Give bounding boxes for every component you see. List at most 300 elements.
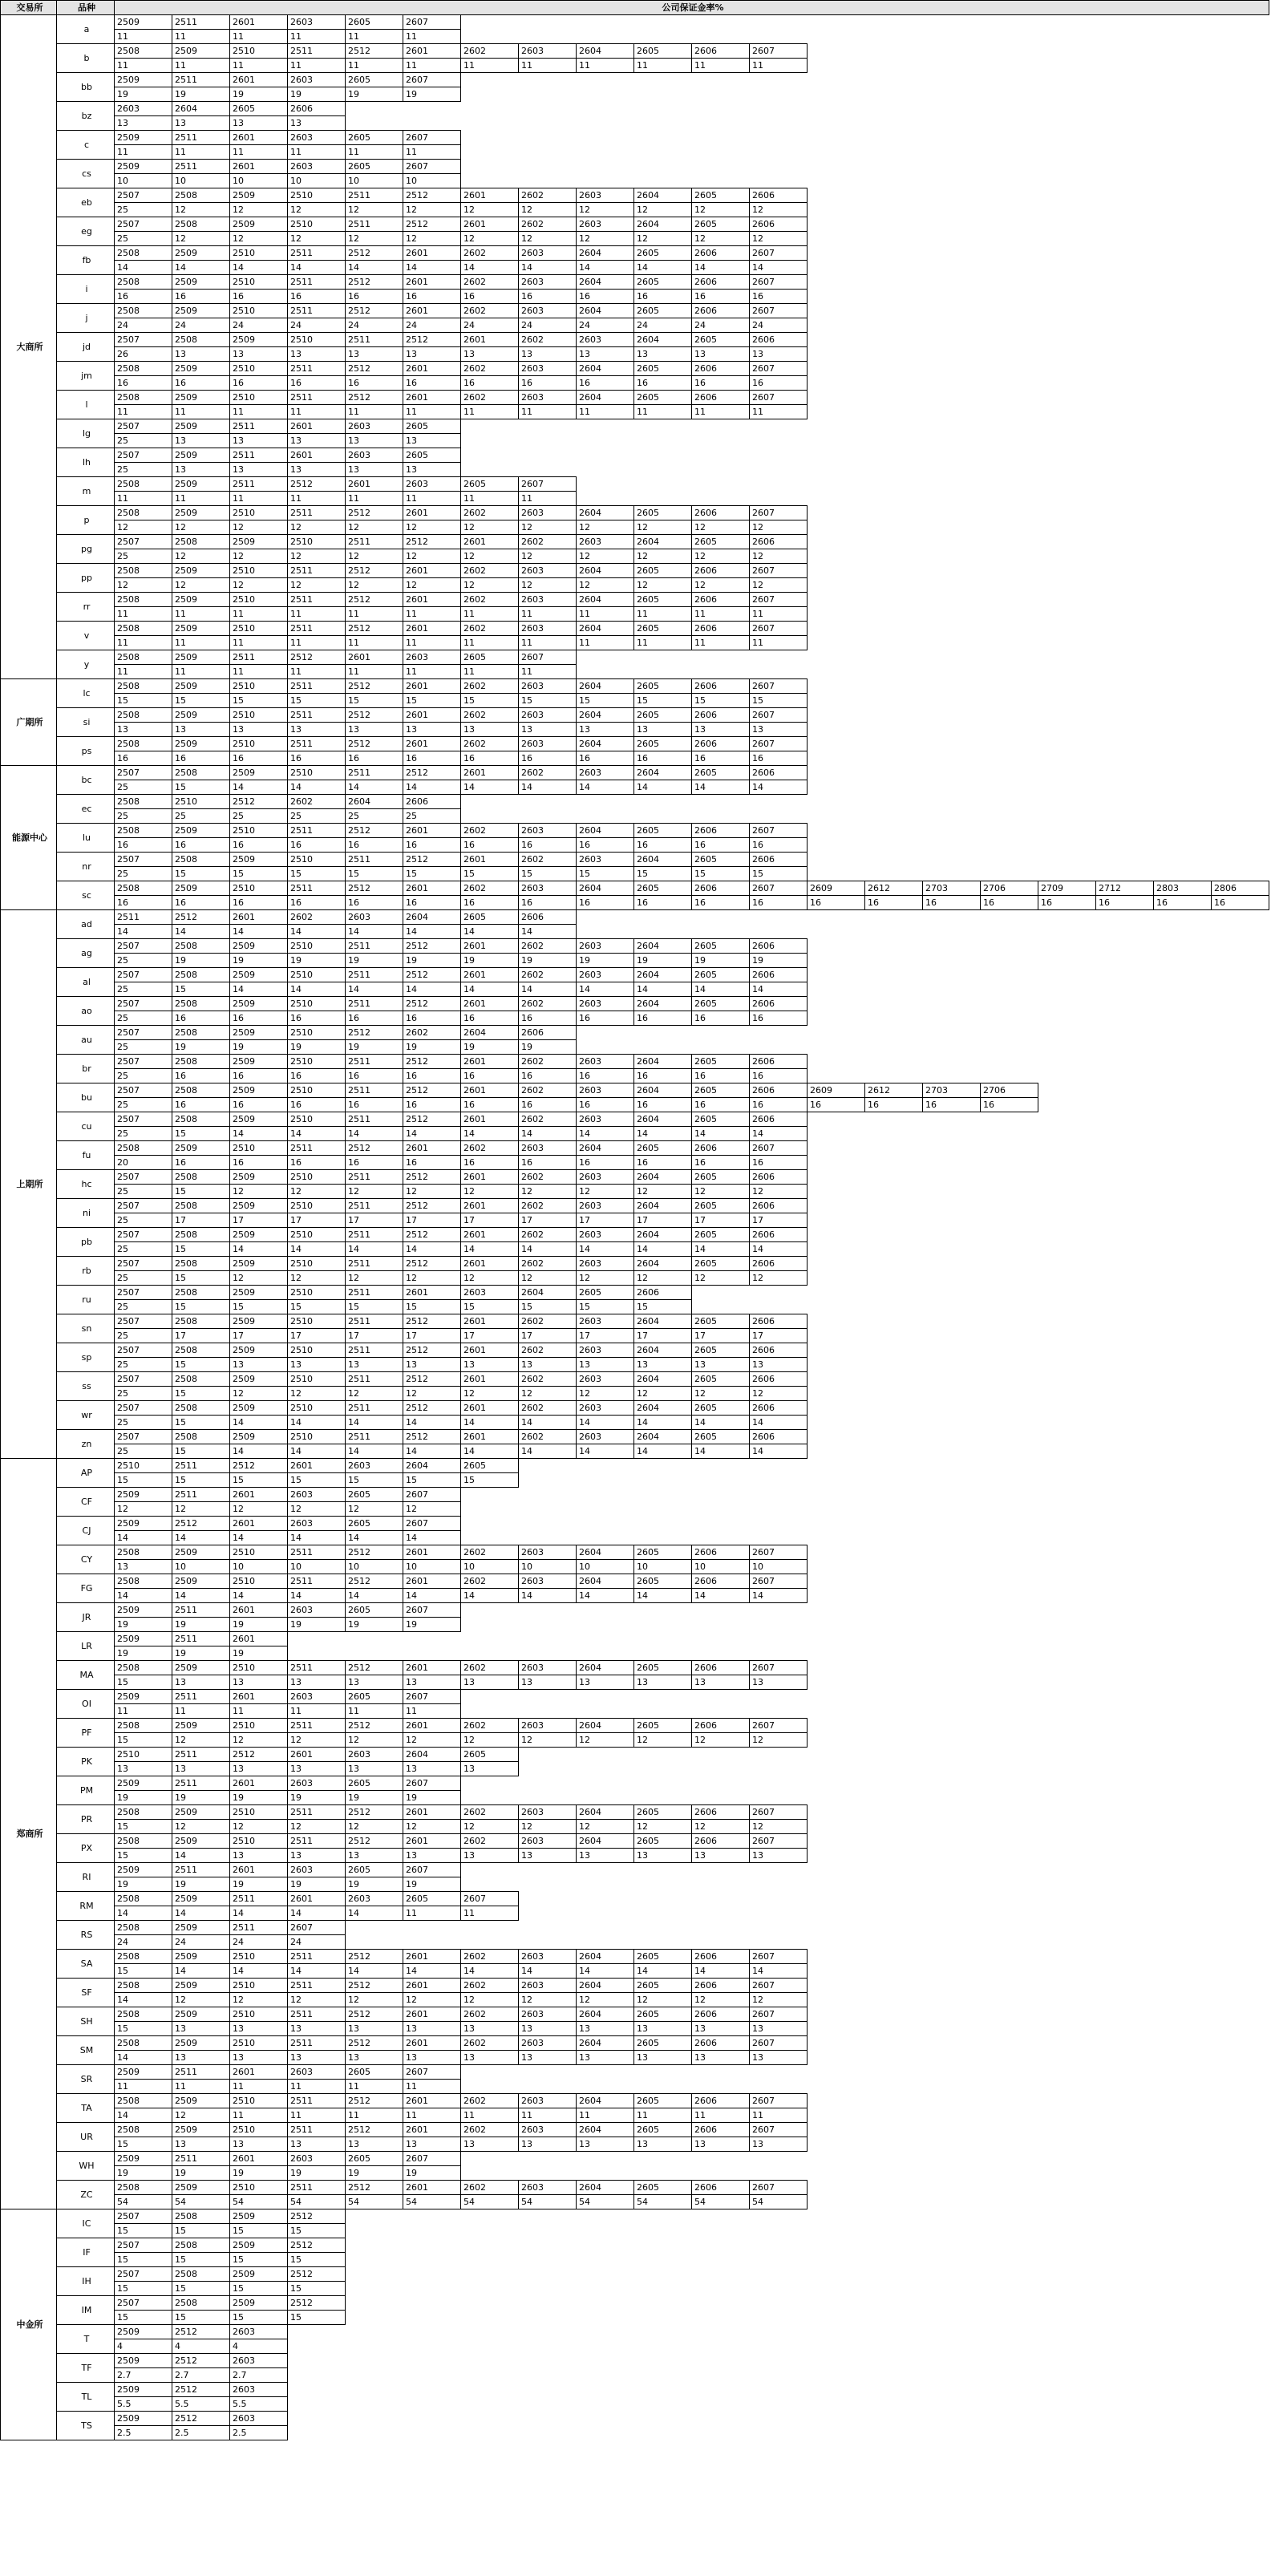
empty-cell bbox=[1096, 333, 1154, 347]
empty-cell bbox=[692, 1791, 750, 1805]
margin-rate-cell: 11 bbox=[288, 636, 346, 650]
contract-month-cell: 2605 bbox=[634, 622, 692, 636]
margin-rate-cell: 14 bbox=[115, 2108, 172, 2123]
empty-cell bbox=[1154, 1849, 1212, 1863]
contract-month-cell: 2509 bbox=[230, 968, 288, 982]
empty-cell bbox=[1212, 44, 1269, 59]
empty-cell bbox=[750, 131, 808, 145]
empty-cell bbox=[865, 737, 923, 751]
empty-cell bbox=[865, 1416, 923, 1430]
empty-cell bbox=[1038, 1228, 1096, 1242]
empty-cell bbox=[923, 405, 981, 419]
contract-month-cell: 2602 bbox=[519, 853, 577, 867]
empty-cell bbox=[981, 2368, 1038, 2383]
margin-rate-cell: 12 bbox=[750, 203, 808, 217]
empty-cell bbox=[1212, 1618, 1269, 1632]
margin-rate-cell: 15 bbox=[115, 2022, 172, 2036]
contract-month-row bbox=[1, 102, 1269, 116]
margin-rate-cell: 16 bbox=[230, 751, 288, 766]
variety-code: PF bbox=[57, 1719, 115, 1748]
empty-cell bbox=[1038, 1098, 1096, 1112]
margin-rate-cell: 12 bbox=[750, 232, 808, 246]
empty-cell bbox=[634, 1776, 692, 1791]
margin-rate-cell: 24 bbox=[115, 1935, 172, 1950]
empty-cell bbox=[1038, 809, 1096, 824]
contract-month-cell: 2512 bbox=[346, 1545, 403, 1560]
empty-cell bbox=[865, 188, 923, 203]
variety-code: IM bbox=[57, 2296, 115, 2325]
empty-cell bbox=[923, 1430, 981, 1444]
empty-cell bbox=[981, 1026, 1038, 1040]
empty-cell bbox=[461, 448, 519, 463]
contract-month-cell: 2510 bbox=[288, 1055, 346, 1069]
contract-month-cell: 2512 bbox=[346, 1834, 403, 1849]
empty-cell bbox=[519, 131, 577, 145]
empty-cell bbox=[1154, 1011, 1212, 1026]
contract-month-cell: 2510 bbox=[115, 1748, 172, 1762]
contract-month-cell: 2511 bbox=[288, 246, 346, 261]
empty-cell bbox=[865, 73, 923, 87]
empty-cell bbox=[1096, 997, 1154, 1011]
contract-month-cell: 2606 bbox=[692, 824, 750, 838]
contract-month-cell: 2510 bbox=[288, 1228, 346, 1242]
empty-cell bbox=[519, 1690, 577, 1704]
empty-cell bbox=[519, 419, 577, 434]
empty-cell bbox=[981, 30, 1038, 44]
empty-cell bbox=[865, 174, 923, 188]
contract-month-cell: 2603 bbox=[288, 1776, 346, 1791]
margin-rate-cell: 13 bbox=[577, 723, 634, 737]
empty-cell bbox=[1038, 2195, 1096, 2209]
variety-code: fu bbox=[57, 1141, 115, 1170]
empty-cell bbox=[981, 1459, 1038, 1473]
margin-rate-cell: 12 bbox=[577, 1733, 634, 1748]
contract-month-cell: 2509 bbox=[172, 708, 230, 723]
empty-cell bbox=[461, 2253, 519, 2267]
margin-rate-cell: 19 bbox=[288, 954, 346, 968]
empty-cell bbox=[1154, 1560, 1212, 1574]
margin-rate-cell: 16 bbox=[1154, 896, 1212, 910]
contract-month-cell: 2511 bbox=[288, 1979, 346, 1993]
empty-cell bbox=[981, 795, 1038, 809]
margin-rate-cell: 11 bbox=[750, 636, 808, 650]
empty-cell bbox=[1096, 1603, 1154, 1618]
empty-cell bbox=[1212, 15, 1269, 30]
empty-cell bbox=[1212, 2209, 1269, 2224]
variety-code: ni bbox=[57, 1199, 115, 1228]
margin-rate-cell: 13 bbox=[403, 1358, 461, 1372]
empty-cell bbox=[865, 1459, 923, 1473]
contract-month-cell: 2601 bbox=[403, 304, 461, 318]
empty-cell bbox=[1038, 925, 1096, 939]
empty-cell bbox=[981, 954, 1038, 968]
margin-rate-cell: 13 bbox=[230, 1358, 288, 1372]
margin-rate-cell: 25 bbox=[115, 780, 172, 795]
contract-month-cell: 2605 bbox=[692, 188, 750, 203]
empty-cell bbox=[981, 1719, 1038, 1733]
empty-cell bbox=[923, 564, 981, 578]
empty-cell bbox=[808, 1877, 865, 1892]
margin-rate-cell: 11 bbox=[461, 405, 519, 419]
contract-month-cell: 2601 bbox=[403, 1545, 461, 1560]
empty-cell bbox=[1038, 1834, 1096, 1849]
empty-cell bbox=[808, 1545, 865, 1560]
empty-cell bbox=[808, 1603, 865, 1618]
empty-cell bbox=[634, 1502, 692, 1517]
empty-cell bbox=[1096, 1127, 1154, 1141]
empty-cell bbox=[1096, 506, 1154, 520]
contract-month-cell: 2605 bbox=[692, 1055, 750, 1069]
margin-rate-cell: 13 bbox=[288, 1358, 346, 1372]
margin-rate-cell: 14 bbox=[750, 1964, 808, 1979]
contract-month-cell: 2602 bbox=[461, 304, 519, 318]
contract-month-cell: 2508 bbox=[115, 1950, 172, 1964]
empty-cell bbox=[1212, 448, 1269, 463]
contract-month-cell: 2604 bbox=[634, 1083, 692, 1098]
empty-cell bbox=[1096, 1863, 1154, 1877]
empty-cell bbox=[1038, 593, 1096, 607]
empty-cell bbox=[519, 2224, 577, 2238]
empty-cell bbox=[865, 506, 923, 520]
margin-rate-cell: 54 bbox=[172, 2195, 230, 2209]
empty-cell bbox=[692, 73, 750, 87]
margin-rate-row bbox=[1, 376, 1269, 391]
empty-cell bbox=[981, 1574, 1038, 1589]
empty-cell bbox=[634, 2368, 692, 2383]
empty-cell bbox=[288, 2426, 346, 2440]
margin-rate-cell: 14 bbox=[288, 1531, 346, 1545]
empty-cell bbox=[1096, 679, 1154, 694]
contract-month-cell: 2605 bbox=[634, 881, 692, 896]
margin-rate-cell: 11 bbox=[461, 2108, 519, 2123]
contract-month-cell: 2603 bbox=[577, 1430, 634, 1444]
empty-cell bbox=[865, 1401, 923, 1416]
contract-month-cell: 2601 bbox=[461, 997, 519, 1011]
margin-rate-cell: 12 bbox=[288, 520, 346, 535]
margin-rate-cell: 13 bbox=[346, 2022, 403, 2036]
empty-cell bbox=[981, 102, 1038, 116]
contract-month-cell: 2605 bbox=[634, 1661, 692, 1675]
empty-cell bbox=[1154, 1502, 1212, 1517]
empty-cell bbox=[1038, 1459, 1096, 1473]
empty-cell bbox=[981, 419, 1038, 434]
margin-rate-cell: 15 bbox=[461, 694, 519, 708]
empty-cell bbox=[1154, 1704, 1212, 1719]
margin-rate-cell: 16 bbox=[346, 1156, 403, 1170]
empty-cell bbox=[808, 492, 865, 506]
margin-rate-cell: 12 bbox=[346, 232, 403, 246]
contract-month-cell: 2508 bbox=[115, 2007, 172, 2022]
empty-cell bbox=[808, 1444, 865, 1459]
contract-month-cell: 2512 bbox=[288, 477, 346, 492]
contract-month-cell: 2605 bbox=[634, 246, 692, 261]
empty-cell bbox=[1096, 15, 1154, 30]
empty-cell bbox=[1154, 1170, 1212, 1185]
margin-rate-cell: 24 bbox=[172, 318, 230, 333]
empty-cell bbox=[1038, 954, 1096, 968]
empty-cell bbox=[1154, 434, 1212, 448]
empty-cell bbox=[865, 1762, 923, 1776]
contract-month-cell: 2601 bbox=[403, 622, 461, 636]
empty-cell bbox=[1212, 1286, 1269, 1300]
empty-cell bbox=[692, 174, 750, 188]
empty-cell bbox=[1154, 1719, 1212, 1733]
empty-cell bbox=[1038, 1257, 1096, 1271]
empty-cell bbox=[1038, 246, 1096, 261]
empty-cell bbox=[1038, 578, 1096, 593]
empty-cell bbox=[865, 520, 923, 535]
empty-cell bbox=[577, 419, 634, 434]
margin-rate-cell: 12 bbox=[461, 232, 519, 246]
empty-cell bbox=[865, 622, 923, 636]
contract-month-cell: 2601 bbox=[403, 362, 461, 376]
empty-cell bbox=[519, 30, 577, 44]
contract-month-cell: 2605 bbox=[403, 419, 461, 434]
contract-month-cell: 2603 bbox=[577, 1055, 634, 1069]
contract-month-row bbox=[1, 1055, 1269, 1069]
empty-cell bbox=[981, 1935, 1038, 1950]
contract-month-cell: 2604 bbox=[577, 2007, 634, 2022]
margin-rate-row bbox=[1, 2339, 1269, 2354]
empty-cell bbox=[288, 1632, 346, 1646]
empty-cell bbox=[1038, 1199, 1096, 1213]
empty-cell bbox=[981, 1358, 1038, 1372]
empty-cell bbox=[808, 2253, 865, 2267]
empty-cell bbox=[1212, 2094, 1269, 2108]
contract-month-cell: 2606 bbox=[692, 593, 750, 607]
empty-cell bbox=[1212, 1083, 1269, 1098]
contract-month-cell: 2601 bbox=[403, 1834, 461, 1849]
empty-cell bbox=[1212, 290, 1269, 304]
empty-cell bbox=[577, 2065, 634, 2080]
contract-month-cell: 2507 bbox=[115, 1199, 172, 1213]
empty-cell bbox=[1212, 809, 1269, 824]
margin-rate-cell: 13 bbox=[461, 723, 519, 737]
margin-rate-cell: 14 bbox=[692, 1416, 750, 1430]
margin-rate-cell: 12 bbox=[230, 1993, 288, 2007]
empty-cell bbox=[1038, 419, 1096, 434]
empty-cell bbox=[1038, 968, 1096, 982]
empty-cell bbox=[808, 867, 865, 881]
contract-month-row bbox=[1, 650, 1269, 665]
empty-cell bbox=[808, 405, 865, 419]
margin-rate-cell: 2.7 bbox=[115, 2368, 172, 2383]
margin-rate-cell: 2.7 bbox=[172, 2368, 230, 2383]
empty-cell bbox=[865, 1675, 923, 1690]
contract-month-cell: 2601 bbox=[288, 1748, 346, 1762]
margin-rate-cell: 25 bbox=[115, 867, 172, 881]
contract-month-cell: 2508 bbox=[115, 679, 172, 694]
contract-month-cell: 2602 bbox=[461, 2036, 519, 2051]
contract-month-cell: 2510 bbox=[288, 1372, 346, 1387]
empty-cell bbox=[634, 1531, 692, 1545]
empty-cell bbox=[1212, 1343, 1269, 1358]
margin-rate-cell: 11 bbox=[288, 607, 346, 622]
contract-month-cell: 2511 bbox=[288, 391, 346, 405]
empty-cell bbox=[865, 477, 923, 492]
variety-code: SM bbox=[57, 2036, 115, 2065]
contract-month-cell: 2507 bbox=[115, 2209, 172, 2224]
margin-rate-cell: 13 bbox=[403, 2137, 461, 2152]
margin-rate-cell: 11 bbox=[346, 2080, 403, 2094]
empty-cell bbox=[923, 1589, 981, 1603]
empty-cell bbox=[1154, 1343, 1212, 1358]
empty-cell bbox=[981, 1300, 1038, 1314]
margin-rate-cell: 12 bbox=[461, 1993, 519, 2007]
empty-cell bbox=[634, 2383, 692, 2397]
empty-cell bbox=[403, 2224, 461, 2238]
empty-cell bbox=[1096, 290, 1154, 304]
empty-cell bbox=[519, 2238, 577, 2253]
empty-cell bbox=[808, 463, 865, 477]
margin-rate-cell: 24 bbox=[172, 1935, 230, 1950]
empty-cell bbox=[1212, 2007, 1269, 2022]
empty-cell bbox=[1096, 1762, 1154, 1776]
margin-rate-cell: 12 bbox=[692, 578, 750, 593]
empty-cell bbox=[1212, 607, 1269, 622]
empty-cell bbox=[923, 1993, 981, 2007]
empty-cell bbox=[1212, 2181, 1269, 2195]
empty-cell bbox=[1212, 87, 1269, 102]
contract-month-cell: 2601 bbox=[230, 73, 288, 87]
empty-cell bbox=[461, 1517, 519, 1531]
margin-rate-cell: 13 bbox=[634, 723, 692, 737]
empty-cell bbox=[808, 506, 865, 520]
contract-month-cell: 2509 bbox=[230, 535, 288, 549]
empty-cell bbox=[808, 564, 865, 578]
margin-rate-cell: 12 bbox=[692, 1733, 750, 1748]
margin-rate-cell: 16 bbox=[692, 751, 750, 766]
empty-cell bbox=[1212, 1026, 1269, 1040]
empty-cell bbox=[981, 1675, 1038, 1690]
contract-month-cell: 2509 bbox=[230, 333, 288, 347]
empty-cell bbox=[865, 1372, 923, 1387]
contract-month-cell: 2510 bbox=[288, 853, 346, 867]
contract-month-cell: 2602 bbox=[461, 1574, 519, 1589]
contract-month-cell: 2509 bbox=[115, 131, 172, 145]
margin-rate-cell: 15 bbox=[115, 1964, 172, 1979]
contract-month-cell: 2512 bbox=[172, 2383, 230, 2397]
contract-month-cell: 2606 bbox=[692, 1979, 750, 1993]
contract-month-cell: 2510 bbox=[288, 968, 346, 982]
contract-month-cell: 2508 bbox=[172, 1170, 230, 1185]
empty-cell bbox=[865, 116, 923, 131]
contract-month-cell: 2508 bbox=[115, 1979, 172, 1993]
contract-month-row bbox=[1, 968, 1269, 982]
contract-month-cell: 2603 bbox=[577, 188, 634, 203]
variety-code: jm bbox=[57, 362, 115, 391]
empty-cell bbox=[1212, 333, 1269, 347]
empty-cell bbox=[1096, 2152, 1154, 2166]
empty-cell bbox=[808, 520, 865, 535]
contract-month-cell: 2510 bbox=[288, 1026, 346, 1040]
margin-rate-cell: 14 bbox=[634, 1127, 692, 1141]
empty-cell bbox=[634, 2339, 692, 2354]
contract-month-row bbox=[1, 2296, 1269, 2311]
contract-month-cell: 2607 bbox=[519, 650, 577, 665]
margin-rate-cell: 12 bbox=[403, 232, 461, 246]
contract-month-cell: 2512 bbox=[346, 1805, 403, 1820]
empty-cell bbox=[981, 968, 1038, 982]
empty-cell bbox=[288, 2339, 346, 2354]
empty-cell bbox=[1096, 520, 1154, 535]
margin-rate-cell: 13 bbox=[230, 2051, 288, 2065]
margin-rate-cell: 17 bbox=[346, 1213, 403, 1228]
empty-cell bbox=[692, 1618, 750, 1632]
empty-cell bbox=[346, 2412, 403, 2426]
contract-month-row bbox=[1, 2181, 1269, 2195]
contract-month-cell: 2604 bbox=[634, 535, 692, 549]
contract-month-cell: 2508 bbox=[115, 362, 172, 376]
contract-month-cell: 2606 bbox=[750, 1055, 808, 1069]
margin-rate-cell: 16 bbox=[230, 838, 288, 853]
margin-rate-cell: 12 bbox=[346, 1733, 403, 1748]
contract-month-cell: 2601 bbox=[230, 1690, 288, 1704]
empty-cell bbox=[577, 2080, 634, 2094]
empty-cell bbox=[750, 1517, 808, 1531]
contract-month-cell: 2604 bbox=[634, 1430, 692, 1444]
margin-rate-cell: 2.5 bbox=[115, 2426, 172, 2440]
contract-month-cell: 2509 bbox=[172, 2036, 230, 2051]
empty-cell bbox=[1038, 275, 1096, 290]
margin-rate-cell: 25 bbox=[115, 1387, 172, 1401]
contract-month-cell: 2606 bbox=[750, 1112, 808, 1127]
empty-cell bbox=[1038, 448, 1096, 463]
empty-cell bbox=[808, 2152, 865, 2166]
margin-rate-cell: 16 bbox=[519, 896, 577, 910]
contract-month-cell: 2511 bbox=[346, 1199, 403, 1213]
margin-rate-cell: 5.5 bbox=[115, 2397, 172, 2412]
contract-month-cell: 2512 bbox=[346, 2123, 403, 2137]
empty-cell bbox=[1038, 391, 1096, 405]
contract-month-cell: 2612 bbox=[865, 1083, 923, 1098]
empty-cell bbox=[1038, 1300, 1096, 1314]
empty-cell bbox=[808, 2123, 865, 2137]
contract-month-cell: 2606 bbox=[750, 1170, 808, 1185]
empty-cell bbox=[923, 2224, 981, 2238]
contract-month-cell: 2508 bbox=[115, 1574, 172, 1589]
empty-cell bbox=[981, 44, 1038, 59]
empty-cell bbox=[1212, 1170, 1269, 1185]
empty-cell bbox=[403, 2238, 461, 2253]
margin-rate-cell: 13 bbox=[115, 1762, 172, 1776]
empty-cell bbox=[1212, 1935, 1269, 1950]
empty-cell bbox=[1038, 2354, 1096, 2368]
empty-cell bbox=[808, 30, 865, 44]
contract-month-cell: 2508 bbox=[115, 1921, 172, 1935]
margin-rate-cell: 13 bbox=[750, 2051, 808, 2065]
empty-cell bbox=[865, 275, 923, 290]
contract-month-cell: 2603 bbox=[288, 1863, 346, 1877]
empty-cell bbox=[1212, 1892, 1269, 1906]
empty-cell bbox=[1038, 1242, 1096, 1257]
empty-cell bbox=[692, 1935, 750, 1950]
empty-cell bbox=[461, 463, 519, 477]
margin-rate-cell: 14 bbox=[519, 1444, 577, 1459]
empty-cell bbox=[808, 391, 865, 405]
empty-cell bbox=[923, 1964, 981, 1979]
empty-cell bbox=[923, 376, 981, 391]
margin-rate-cell: 16 bbox=[577, 896, 634, 910]
contract-month-row bbox=[1, 2354, 1269, 2368]
empty-cell bbox=[1038, 1964, 1096, 1979]
margin-rate-cell: 10 bbox=[288, 1560, 346, 1574]
contract-month-cell: 2605 bbox=[577, 1286, 634, 1300]
contract-month-cell: 2607 bbox=[519, 477, 577, 492]
empty-cell bbox=[1038, 737, 1096, 751]
contract-month-cell: 2602 bbox=[461, 824, 519, 838]
empty-cell bbox=[519, 1646, 577, 1661]
